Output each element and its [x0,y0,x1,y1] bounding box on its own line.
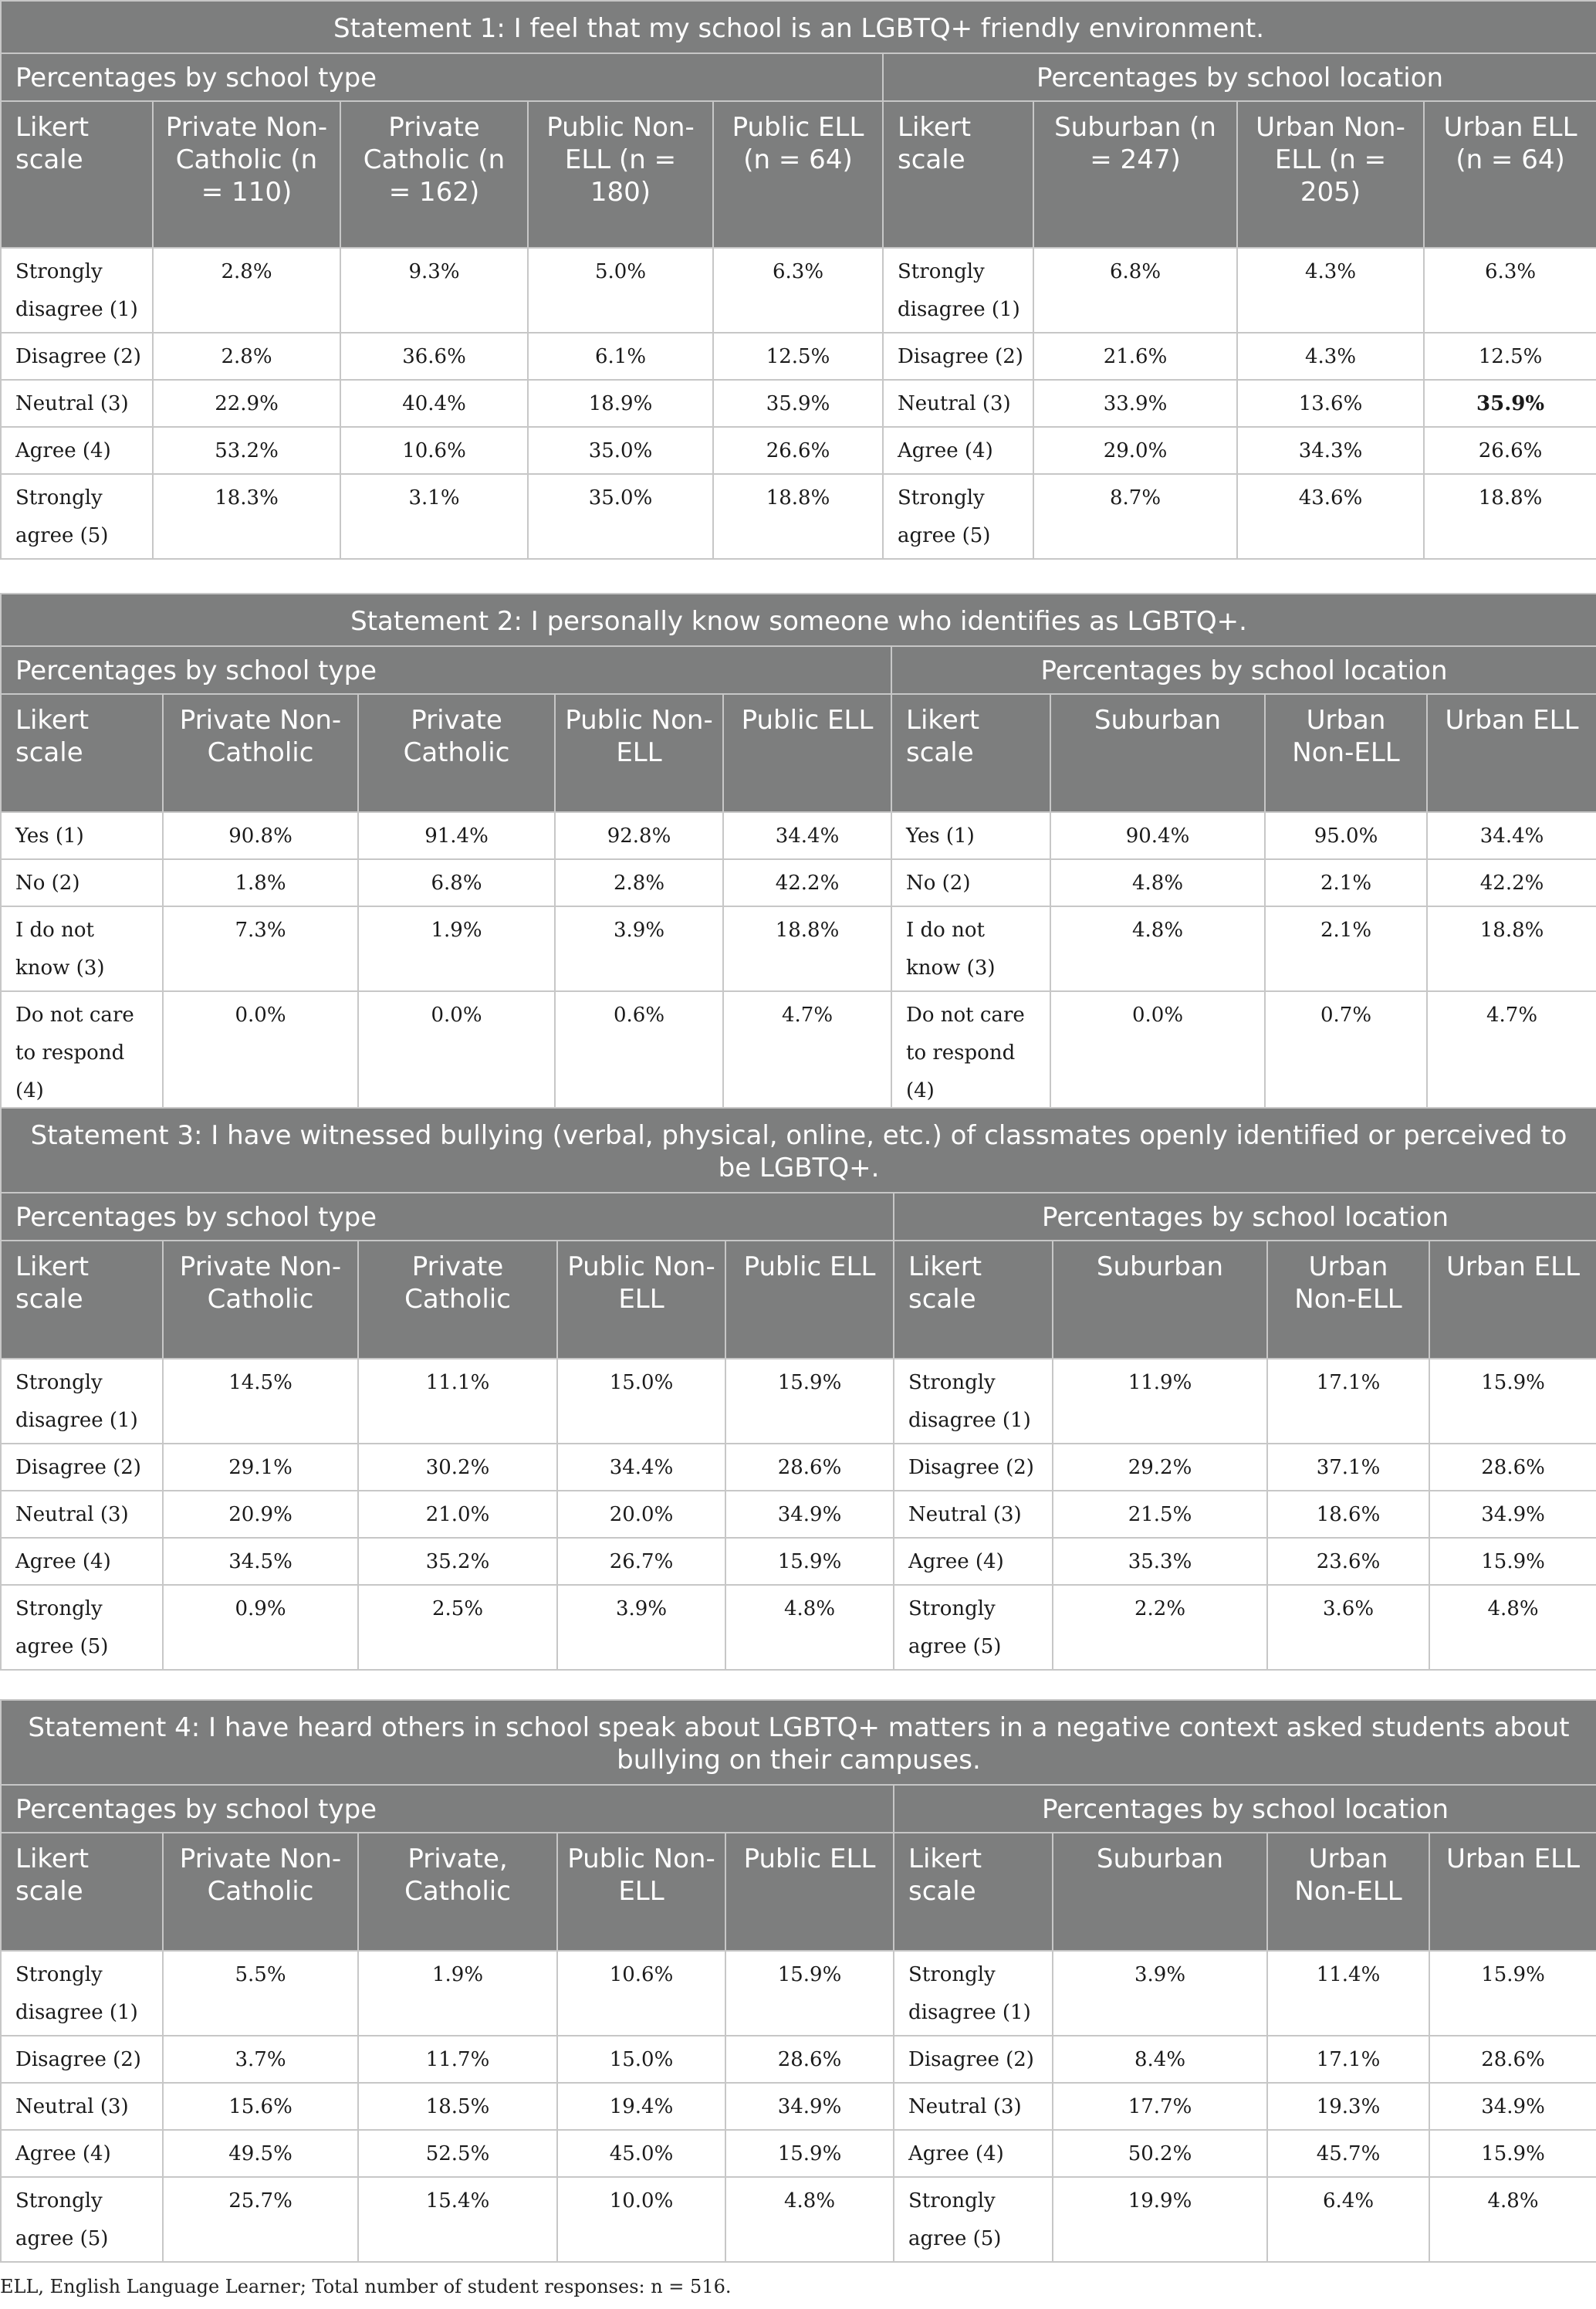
table-row [1,333,1596,380]
table-cell: 15.0% [557,2036,725,2083]
table-cell: 10.0% [557,2177,725,2262]
column-header: Likert scale [894,1241,1053,1359]
table-cell: No (2) [891,859,1050,906]
column-header: Private, Catholic [358,1833,557,1951]
table-cell: Yes (1) [891,812,1050,859]
table-cell: 19.9% [1053,2177,1267,2262]
column-header: Private Non-Catholic [163,1833,358,1951]
table-cell: Agree (4) [883,427,1033,474]
table-cell: Agree (4) [894,2130,1053,2177]
table-cell: 4.8% [725,2177,894,2262]
table-cell: 2.5% [358,1585,557,1670]
column-header: Likert scale [883,101,1033,248]
column-header: Urban Non-ELL [1265,694,1427,812]
table-cell: 90.4% [1050,812,1265,859]
table-cell: 1.8% [163,859,358,906]
table-cell: 28.6% [725,1444,894,1491]
table-cell: 95.0% [1265,812,1427,859]
group-header-school-location: Percentages by school location [894,1193,1596,1241]
table-cell: 3.9% [555,906,723,991]
table-cell: 19.3% [1267,2083,1429,2130]
table-cell: 34.4% [1427,812,1596,859]
table-cell: 50.2% [1053,2130,1267,2177]
column-header: Private Non-Catholic (n = 110) [153,101,340,248]
table-cell: 11.9% [1053,1359,1267,1444]
table-cell: 29.0% [1033,427,1237,474]
statement-2-table [0,593,1596,1115]
table-cell: 15.9% [725,1538,894,1585]
table-cell: Disagree (2) [1,2036,163,2083]
column-header: Public Non-ELL [557,1241,725,1359]
group-header-school-type: Percentages by school type [1,1785,894,1833]
table-cell: Strongly agree (5) [1,2177,163,2262]
table-cell: 49.5% [163,2130,358,2177]
table-cell: Strongly agree (5) [1,474,153,559]
group-header-school-type: Percentages by school type [1,646,891,694]
table-cell: 0.7% [1265,991,1427,1114]
table-cell: 35.0% [528,427,713,474]
group-header-school-location: Percentages by school location [883,53,1596,101]
table-cell: No (2) [1,859,163,906]
table-cell: 0.9% [163,1585,358,1670]
table-cell: 42.2% [723,859,891,906]
table-cell: Agree (4) [1,2130,163,2177]
table-row [1,1491,1596,1538]
table-cell: 6.8% [1033,248,1237,333]
table-cell: Strongly disagree (1) [883,248,1033,333]
table-cell: 28.6% [1429,1444,1596,1491]
table-title: Statement 4: I have heard others in school speak about LGBTQ+ matters in a negative context asked students about bullying on their campuses. [1,1700,1596,1785]
column-header: Suburban [1053,1241,1267,1359]
table-cell: 29.1% [163,1444,358,1491]
column-header: Suburban (n = 247) [1033,101,1237,248]
table-row [1,906,1596,991]
table-cell: Disagree (2) [1,333,153,380]
table-cell: 10.6% [340,427,528,474]
table-cell: 3.9% [557,1585,725,1670]
statement-3-table [0,1107,1596,1671]
table-cell: Do not care to respond (4) [1,991,163,1114]
table-cell: 35.9% [713,380,883,427]
table-cell: 6.4% [1267,2177,1429,2262]
table-cell: 45.7% [1267,2130,1429,2177]
table-cell: Agree (4) [1,1538,163,1585]
column-header: Urban ELL [1427,694,1596,812]
table-cell: 34.5% [163,1538,358,1585]
table-cell: 29.2% [1053,1444,1267,1491]
table-cell: 36.6% [340,333,528,380]
table-cell: 6.1% [528,333,713,380]
table-cell: 4.3% [1237,248,1424,333]
column-header: Private Catholic (n = 162) [340,101,528,248]
table-cell: 53.2% [153,427,340,474]
table-cell: 40.4% [340,380,528,427]
table-cell: 91.4% [358,812,555,859]
table-cell: 5.5% [163,1951,358,2036]
column-header: Likert scale [1,101,153,248]
table-cell: 18.6% [1267,1491,1429,1538]
table-cell: 34.9% [1429,1491,1596,1538]
column-header: Urban ELL (n = 64) [1424,101,1596,248]
table-cell: 42.2% [1427,859,1596,906]
table-cell: 26.6% [1424,427,1596,474]
table-cell: Yes (1) [1,812,163,859]
table-cell: Neutral (3) [1,1491,163,1538]
column-header: Public ELL [725,1833,894,1951]
table-row [1,2130,1596,2177]
table-cell: Agree (4) [894,1538,1053,1585]
table-row [1,1359,1596,1444]
column-header: Likert scale [1,1833,163,1951]
table-cell: Strongly disagree (1) [1,1951,163,2036]
table-cell: 10.6% [557,1951,725,2036]
statement-1-table [0,0,1596,560]
table-cell: 35.2% [358,1538,557,1585]
table-cell: 34.9% [725,1491,894,1538]
table-cell: 17.1% [1267,2036,1429,2083]
table-cell: 2.2% [1053,1585,1267,1670]
table-cell: 15.4% [358,2177,557,2262]
table-cell: 3.9% [1053,1951,1267,2036]
table-cell: 4.8% [1429,1585,1596,1670]
table-cell: 37.1% [1267,1444,1429,1491]
table-cell: 26.7% [557,1538,725,1585]
table-cell: I do not know (3) [891,906,1050,991]
table-cell: Neutral (3) [883,380,1033,427]
table-cell: 0.0% [1050,991,1265,1114]
table-cell: 18.9% [528,380,713,427]
column-header: Urban ELL [1429,1241,1596,1359]
table-cell: 6.3% [713,248,883,333]
table-row [1,2177,1596,2262]
table-cell: Strongly agree (5) [1,1585,163,1670]
table-cell: 20.0% [557,1491,725,1538]
table-cell: 8.7% [1033,474,1237,559]
column-header: Public Non-ELL (n = 180) [528,101,713,248]
table-cell: 5.0% [528,248,713,333]
table-cell: 26.6% [713,427,883,474]
table-cell: 21.0% [358,1491,557,1538]
table-row [1,1951,1596,2036]
table-cell: Agree (4) [1,427,153,474]
table-cell: 35.0% [528,474,713,559]
table-row [1,812,1596,859]
column-header: Likert scale [1,1241,163,1359]
table-cell: 15.9% [1429,1951,1596,2036]
column-header: Suburban [1050,694,1265,812]
table-cell: 2.8% [153,248,340,333]
table-cell: 28.6% [725,2036,894,2083]
table-cell: 18.8% [723,906,891,991]
column-header: Public ELL [723,694,891,812]
table-cell: 43.6% [1237,474,1424,559]
group-header-school-location: Percentages by school location [891,646,1596,694]
table-title: Statement 2: I personally know someone who identifies as LGBTQ+. [1,594,1596,646]
table-cell: Strongly agree (5) [883,474,1033,559]
table-cell: 12.5% [713,333,883,380]
table-cell: 34.4% [557,1444,725,1491]
table-cell: 18.8% [713,474,883,559]
column-header: Urban Non-ELL (n = 205) [1237,101,1424,248]
table-footnote: ELL, English Language Learner; Total number of student responses: n = 516. [0,2276,732,2297]
table-cell: 9.3% [340,248,528,333]
table-cell: 45.0% [557,2130,725,2177]
table-cell: 17.1% [1267,1359,1429,1444]
table-cell: 1.9% [358,906,555,991]
table-cell: 4.7% [1427,991,1596,1114]
column-header: Private Catholic [358,694,555,812]
table-cell: 4.8% [1050,906,1265,991]
table-cell: 90.8% [163,812,358,859]
table-cell: Neutral (3) [894,2083,1053,2130]
table-cell: Neutral (3) [1,380,153,427]
table-cell: 92.8% [555,812,723,859]
table-cell: 13.6% [1237,380,1424,427]
table-cell: 4.8% [1050,859,1265,906]
column-header: Likert scale [891,694,1050,812]
table-cell: 3.6% [1267,1585,1429,1670]
column-header: Public ELL (n = 64) [713,101,883,248]
table-row [1,380,1596,427]
column-header: Private Non-Catholic [163,694,358,812]
table-cell: 4.3% [1237,333,1424,380]
table-cell: 2.8% [555,859,723,906]
table-cell: 7.3% [163,906,358,991]
table-cell: 2.1% [1265,906,1427,991]
group-header-school-type: Percentages by school type [1,1193,894,1241]
table-cell: Disagree (2) [894,1444,1053,1491]
table-cell: 1.9% [358,1951,557,2036]
table-title: Statement 3: I have witnessed bullying (verbal, physical, online, etc.) of classmates openly identified or perceived to be LGBTQ+. [1,1108,1596,1193]
table-cell: 30.2% [358,1444,557,1491]
table-cell: 34.9% [1429,2083,1596,2130]
table-row [1,859,1596,906]
table-cell: 21.5% [1053,1491,1267,1538]
table-cell: 3.1% [340,474,528,559]
table-cell: Neutral (3) [894,1491,1053,1538]
column-header: Public Non-ELL [555,694,723,812]
table-cell: 6.8% [358,859,555,906]
table-cell: 20.9% [163,1491,358,1538]
table-cell: 12.5% [1424,333,1596,380]
table-cell: 15.9% [725,2130,894,2177]
column-header: Urban Non-ELL [1267,1241,1429,1359]
table-cell: 52.5% [358,2130,557,2177]
table-cell: 18.8% [1427,906,1596,991]
table-cell: Strongly disagree (1) [894,1951,1053,2036]
table-cell: 34.3% [1237,427,1424,474]
table-cell: 0.6% [555,991,723,1114]
table-cell: 22.9% [153,380,340,427]
column-header: Likert scale [894,1833,1053,1951]
table-cell: 15.9% [1429,1538,1596,1585]
table-cell: Strongly agree (5) [894,2177,1053,2262]
table-cell: 6.3% [1424,248,1596,333]
table-row [1,1538,1596,1585]
table-row [1,248,1596,333]
table-cell: 15.6% [163,2083,358,2130]
table-row [1,474,1596,559]
table-cell: 15.9% [725,1359,894,1444]
table-row [1,1444,1596,1491]
table-cell: 33.9% [1033,380,1237,427]
table-cell: Neutral (3) [1,2083,163,2130]
column-header: Public ELL [725,1241,894,1359]
table-cell: 0.0% [358,991,555,1114]
table-cell: 18.5% [358,2083,557,2130]
table-cell: Strongly disagree (1) [894,1359,1053,1444]
table-cell: 34.9% [725,2083,894,2130]
table-row [1,427,1596,474]
group-header-school-location: Percentages by school location [894,1785,1596,1833]
table-row [1,2036,1596,2083]
table-cell: 4.8% [725,1585,894,1670]
table-cell: 11.7% [358,2036,557,2083]
table-cell: Disagree (2) [883,333,1033,380]
table-cell: 18.3% [153,474,340,559]
column-header: Suburban [1053,1833,1267,1951]
table-cell: 28.6% [1429,2036,1596,2083]
table-cell: 2.1% [1265,859,1427,906]
table-cell: Do not care to respond (4) [891,991,1050,1114]
table-cell: 15.0% [557,1359,725,1444]
table-cell: 0.0% [163,991,358,1114]
table-cell: Strongly disagree (1) [1,248,153,333]
table-cell: 3.7% [163,2036,358,2083]
table-cell: 11.1% [358,1359,557,1444]
table-cell-highlighted: 35.9% [1424,380,1596,427]
table-cell: 19.4% [557,2083,725,2130]
table-title: Statement 1: I feel that my school is an LGBTQ+ friendly environment. [1,1,1596,53]
table-cell: 35.3% [1053,1538,1267,1585]
table-cell: Disagree (2) [894,2036,1053,2083]
table-cell: 8.4% [1053,2036,1267,2083]
table-cell: 15.9% [725,1951,894,2036]
table-cell: 4.8% [1429,2177,1596,2262]
column-header: Public Non-ELL [557,1833,725,1951]
table-cell: 15.9% [1429,2130,1596,2177]
table-cell: 11.4% [1267,1951,1429,2036]
table-row [1,1585,1596,1670]
table-cell: 34.4% [723,812,891,859]
statement-4-table [0,1699,1596,2263]
column-header: Urban ELL [1429,1833,1596,1951]
table-cell: 4.7% [723,991,891,1114]
table-cell: 23.6% [1267,1538,1429,1585]
column-header: Likert scale [1,694,163,812]
table-cell: I do not know (3) [1,906,163,991]
table-cell: Strongly disagree (1) [1,1359,163,1444]
table-cell: 17.7% [1053,2083,1267,2130]
table-cell: Disagree (2) [1,1444,163,1491]
group-header-school-type: Percentages by school type [1,53,883,101]
column-header: Private Catholic [358,1241,557,1359]
column-header: Urban Non-ELL [1267,1833,1429,1951]
table-row [1,2083,1596,2130]
table-cell: 25.7% [163,2177,358,2262]
table-row [1,991,1596,1114]
table-cell: 18.8% [1424,474,1596,559]
table-cell: 15.9% [1429,1359,1596,1444]
table-cell: 21.6% [1033,333,1237,380]
table-cell: 2.8% [153,333,340,380]
table-cell: 14.5% [163,1359,358,1444]
table-cell: Strongly agree (5) [894,1585,1053,1670]
column-header: Private Non-Catholic [163,1241,358,1359]
